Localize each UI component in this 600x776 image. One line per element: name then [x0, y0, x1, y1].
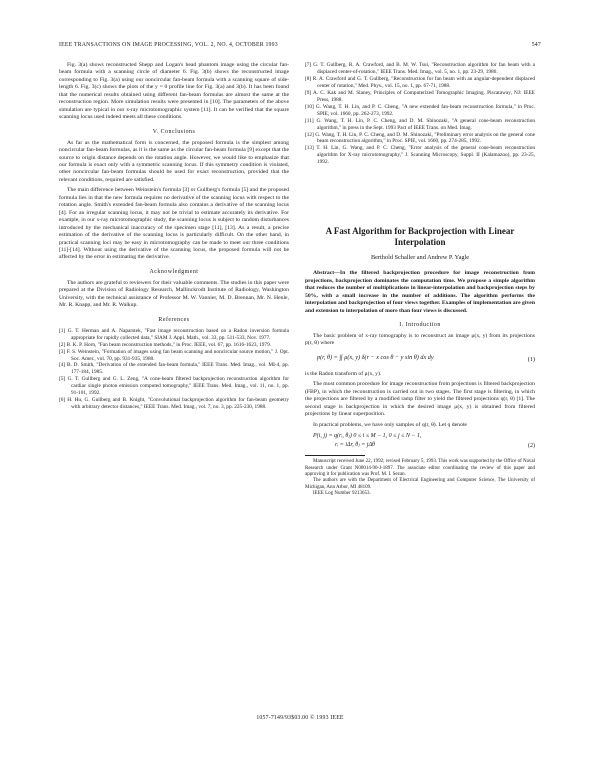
page-number: 547 [531, 42, 541, 48]
running-header [59, 42, 541, 52]
copyright-footer: 1057-7149/93$03.00 © 1993 IEEE [256, 715, 344, 721]
reference-item: [5] G. T. Gullberg and G. L. Zeng, "A cone-beam filtered backprojection reconstruction algorithm for cardiac single photon emission computed tomography," IEEE Trans. Med. Imag., vol. 11, no. 1, pp. 91-101, 1992. [59, 376, 289, 397]
article-title: A Fast Algorithm for Backprojection with Linear Interpolation [325, 226, 515, 248]
left-column [59, 62, 289, 411]
reference-item: [9] A. C. Kak and M. Slaney, Principles of Computerized Tomographic Imaging. Piscataway, NJ: IEEE Press, 1988. [305, 89, 535, 103]
reference-item: [1] G. T. Herman and A. Naparstek, "Fast image reconstruction based on a Radon inversion formula appropriate for rapidly collected data," SIAM J. Appl. Math., vol. 33, pp. 511-533, Nov. 1977. [59, 327, 289, 341]
reference-item: [13] T. H. Lin, G. Wang, and P. C. Cheng, "Error analysis of the general cone-beam reconstruction algorithm for X-ray microtomography," J. Scanning Microscopy, Suppl. II (Kalamazoo), pp. 23-25, 1992. [305, 145, 535, 166]
intro-paragraph-2: is the Radon transform of μ(x, y). [305, 370, 382, 377]
equation-2 [305, 432, 535, 451]
article-authors: Berthold Schaller and Andrew P. Yagle [370, 254, 470, 262]
reference-item: [4] B. D. Smith, "Derivation of the extended fan-beam formula," IEEE Trans. Med. Imag., vol. MI-4, pp. 177-184, 1985. [59, 362, 289, 376]
references-list-left [59, 328, 289, 411]
conclusions-heading: V. Conclusions [152, 128, 196, 135]
acknowledgment-paragraph: The authors are grateful to reviewers for their valuable comments. The studies in this paper were prepared at the Division of Radiology Research, Mallinckrodt Institute of Radiology, Washington University, with the technical assistance of Professor M. W. Vannier, M. D. Brennan, Mr. N. Henle, Mr. R. Knapp, and Mr. R. Walkup. [59, 279, 289, 309]
equation-2-number: (2) [528, 443, 535, 450]
conclusions-paragraph-1: As far as the mathematical form is concerned, the proposed formula is the simplest among noncircular fan-beam formulas, as it is the same as the circular fan-beam formula [9] except that the source to origin distance depends on the rotation angle. However, we would like to emphasize that our formula is exact only with a symmetric scanning locus. If this symmetry condition is violated, other noncircular fan-beam formulas should be used for exact reconstruction, provided that the relevant conditions, required are satisfied. [59, 139, 289, 183]
reference-item: [6] H. Hu, G. Gullberg and B. Knight, "Convolutional backprojection algorithm for fan-beam geometry with arbitrary detector distances," IEEE Trans. Med. Imag., vol. 7, no. 3, pp. 225-230, 1988. [59, 397, 289, 411]
reference-item: [8] R. A. Crawford and G. T. Gullberg, "Reconstruction for fan beam with an angular-dependent displaced center of rotation," Med. Phys., vol. 15, no. 1, pp. 67-71, 1988. [305, 75, 535, 89]
equation-1 [305, 351, 535, 367]
reference-item: [12] G. Wang, T. H. Lin, P. C. Cheng, and D. M. Shinozaki, "Preliminary error analysis on the general cone beam reconstruction algorithm," in Proc. SPIE, vol. 1660, pp. 274-285, 1992. [305, 131, 535, 145]
reference-item: [7] G. T. Gullberg, R. A. Crawford, and B. M. W. Tsui, "Reconstruction algorithm for fan beam with a displaced center-of-rotation," IEEE Trans. Med. Imag., vol. 5, no. 1, pp. 23-29, 1986. [305, 62, 535, 75]
conclusions-paragraph-2: The main difference between Weinstein's formula [3] or Gullberg's formula [5] and the proposed formula lies in that the new formula requires no derivative of the scanning locus with respect to the rotation angle. Smith's extended fan-beam formula also contains a derivative of the scanning locus [4]. For an irregular scanning locus, it may not be trivial to estimate accurately its derivative. For example, in our x-ray microtomographic study, the scanning locus is subject to random disturbances introduced by the mechanical inaccuracy of the specimen stage [11], [13]. As a result, a precise estimation of the derivative of the scanning locus is particularly difficult. On the other hand, in practical scanning loci may be easy in microtomography can be made to meet our three conditions [11]-[14]. Without using the derivative of the scanning locus, the proposed formula will not be affected by the error in estimating the derivative. [59, 187, 289, 261]
reference-item: [11] G. Wang, T. H. Lin, P. C. Cheng, and D. M. Shinozaki, "A general cone-beam reconstruction algorithm," in press in the Sept. 1993 Pact of IEEE Trans. on Med. Imag. [305, 117, 535, 131]
results-paragraph: Fig. 3(a) shows reconstructed Shepp and Logan's head phantom image using the circular fan-beam formula with a scanning circle of diameter 6. Fig. 3(b) shows the reconstructed image corresponding to Fig. 3(a) using our noncircular fan-beam formula with a scanning square of side-length 6. Fig. 3(c) shows the plots of the y = 0 profile line for Fig. 3(a) and 3(b). It has been found that the numerical results obtained using different fan-beam formulas are almost the same at the reconstruction region. More simulation results were presented in [10]. The parameters of the above simulation are typical in our x-ray microtomographic system [11]. It can be verified that the square scanning locus used indeed meets all these conditions. [59, 62, 289, 121]
footnote-rule [305, 455, 365, 456]
references-heading: References [158, 316, 190, 323]
introduction-heading: I. Introduction [399, 322, 441, 329]
intro-paragraph-4: In practical problems, we have only samples of q(r, θ). Let q denote [313, 421, 467, 428]
right-column [305, 62, 535, 498]
footnote-authors: The authors are with the Department of Electrical Engineering and Computer Science, The University of Michigan, Ann Arbor, MI 48109. [305, 478, 535, 490]
reference-item: [3] F. S. Weinstein, "Formation of images using fan beam scanning and noncircular source motion," J. Opt. Soc. Amer., vol. 70, pp. 931-935, 1980. [59, 348, 289, 362]
references-list-right [305, 62, 535, 166]
reference-item: [10] G. Wang, T. H. Lin, and P. C. Cheng, "A new extended fan-beam reconstruction formula," in Proc. SPIE, vol. 1660, pp. 262-273, 1992. [305, 103, 535, 117]
abstract: Abstract—In the filtered backprojection procedure for image reconstruction from projections, backprojection dominates the computation time. We propose a simple algorithm that reduces the number of multiplications in linear-interpolation and backprojection steps by 50%, with a small increase in the number of additions. The algorithm performs the interpolation and backprojection of four views together. Examples of implementation are given and extension to interpolation of more than four views is discussed. [305, 270, 535, 314]
journal-header: IEEE TRANSACTIONS ON IMAGE PROCESSING, VOL. 2, NO. 4, OCTOBER 1993 [59, 42, 278, 48]
equation-2-line-2: rᵢ = iΔr, θⱼ = jΔθ [335, 442, 375, 449]
reference-item: [2] B. K. P. Horn, "Fan beam reconstruction methods," in Proc. IEEE, vol. 67, pp. 1616-1623, 1979. [59, 341, 272, 348]
equation-1-number: (1) [527, 355, 535, 363]
intro-paragraph-3: The most common procedure for image reconstruction from projections is filtered backprojection (FBP), in which the reconstruction is carried out in two stages. The first stage is filtering, in which the projections are filtered by a modified ramp filter to yield the filtered projections q(r, θ) [1]. The second stage is backprojection in which the desired image μ(x, y) is obtained from filtered projections by linear superposition. [305, 381, 535, 418]
equation-2-line-1: P(i, j) = q(rᵢ, θⱼ) 0 ≤ i ≤ M − 1, 0 ≤ j ≤ N − 1, [313, 433, 422, 440]
footnote-log: IEEE Log Number 9213653. [313, 491, 371, 497]
acknowledgment-heading: Acknowledgment [149, 268, 199, 275]
equation-1-body: p(r, θ) = ∫∫ μ(x, y) δ(r − x cos θ − y sin θ) dx dy [317, 353, 434, 361]
intro-paragraph-1: The basic problem of x-ray tomography is to reconstruct an image μ(x, y) from its projections p(r, θ) where [305, 333, 535, 347]
footnote-received: Manuscript received June 22, 1992; revised February 5, 1993. This work was supported by the Office of Naval Research under Grant N00014-90-J-1897. The associate editor coordinating the review of this paper and approving it for publication was Prof. M. I. Sezan. [305, 459, 535, 477]
